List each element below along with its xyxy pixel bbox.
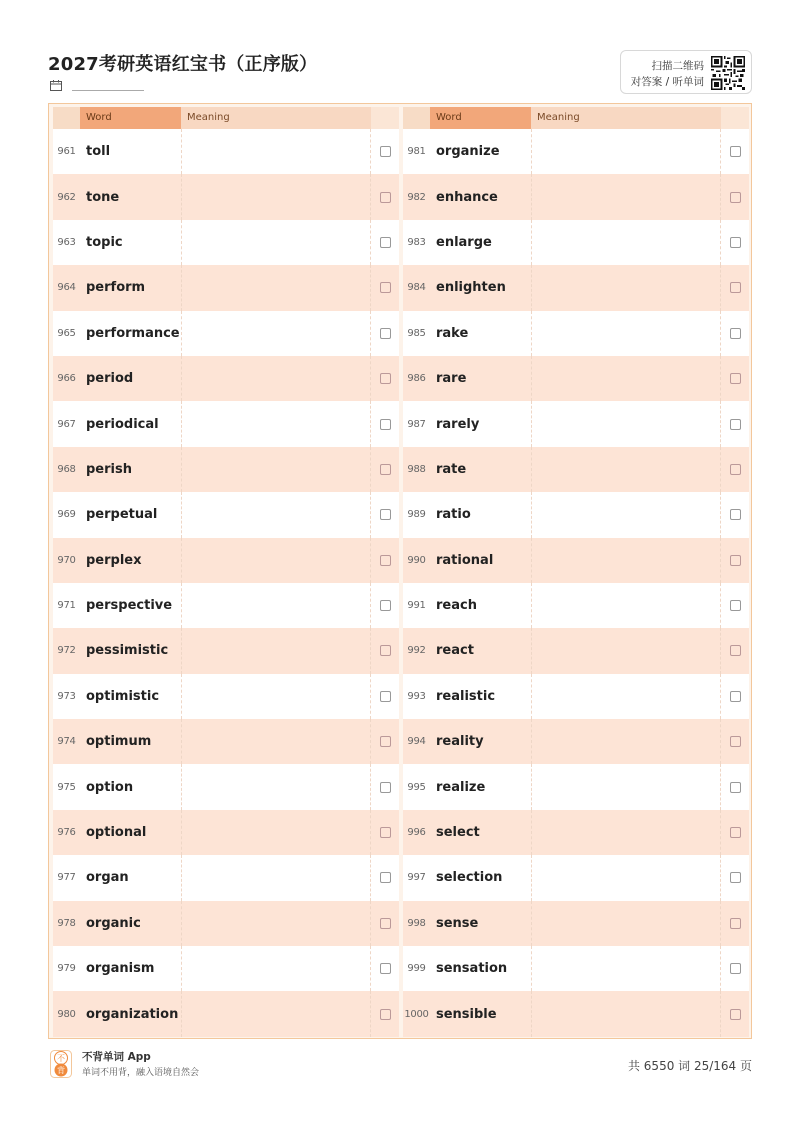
word-row: [53, 265, 399, 310]
word-number: 988: [407, 463, 426, 475]
word-checkbox[interactable]: [380, 419, 391, 430]
header-meaning: Meaning: [531, 107, 721, 129]
meaning-cell[interactable]: [181, 991, 371, 1036]
word-text: sense: [436, 915, 479, 931]
check-cell: [721, 674, 749, 719]
app-name: 不背单词 App: [82, 1051, 151, 1063]
meaning-cell[interactable]: [531, 311, 721, 356]
check-cell: [371, 583, 399, 628]
word-checkbox[interactable]: [380, 691, 391, 702]
word-row: [403, 901, 749, 946]
meaning-cell[interactable]: [181, 265, 371, 310]
page-info: 共 6550 词 25/164 页: [627, 1059, 752, 1073]
word-number: 989: [407, 509, 426, 521]
meaning-cell[interactable]: [531, 538, 721, 583]
meaning-cell[interactable]: [531, 855, 721, 900]
word-row: [53, 810, 399, 855]
check-cell: [371, 174, 399, 219]
header-word: Word: [430, 107, 531, 129]
check-cell: [721, 810, 749, 855]
check-cell: [721, 764, 749, 809]
word-row: [403, 265, 749, 310]
word-number: 975: [57, 781, 76, 793]
word-row: [403, 447, 749, 492]
word-number: 985: [407, 327, 426, 339]
word-number: 970: [57, 554, 76, 566]
word-row: [403, 946, 749, 991]
word-checkbox[interactable]: [730, 872, 741, 883]
word-text: perplex: [86, 552, 142, 568]
check-cell: [371, 492, 399, 537]
word-row: [403, 401, 749, 446]
meaning-cell[interactable]: [181, 492, 371, 537]
check-cell: [371, 311, 399, 356]
word-number: 995: [407, 781, 426, 793]
word-number: 973: [57, 690, 76, 702]
word-row: [403, 220, 749, 265]
meaning-cell[interactable]: [531, 628, 721, 673]
word-row: [403, 674, 749, 719]
check-cell: [371, 220, 399, 265]
meaning-cell[interactable]: [181, 174, 371, 219]
check-cell: [371, 401, 399, 446]
meaning-cell[interactable]: [531, 129, 721, 174]
qr-caption-line1: 扫描二维码: [651, 60, 704, 72]
word-checkbox[interactable]: [380, 736, 391, 747]
check-cell: [721, 356, 749, 401]
word-number: 982: [407, 191, 426, 203]
word-text: rare: [436, 371, 467, 387]
check-cell: [371, 356, 399, 401]
word-number: 972: [57, 645, 76, 657]
word-row: [403, 129, 749, 174]
word-checkbox[interactable]: [380, 645, 391, 656]
word-text: realistic: [436, 688, 496, 704]
meaning-cell[interactable]: [181, 538, 371, 583]
word-number: 980: [57, 1008, 76, 1020]
meaning-cell[interactable]: [531, 174, 721, 219]
check-cell: [721, 855, 749, 900]
word-checkbox[interactable]: [380, 1009, 391, 1020]
word-number: 977: [57, 872, 76, 884]
word-text: ratio: [436, 507, 471, 523]
word-checkbox[interactable]: [380, 282, 391, 293]
word-text: organ: [86, 870, 129, 886]
word-column-right: [403, 107, 749, 1037]
check-cell: [371, 628, 399, 673]
date-field: [50, 80, 144, 91]
word-checkbox[interactable]: [380, 782, 391, 793]
word-text: enhance: [436, 189, 498, 205]
meaning-cell[interactable]: [531, 674, 721, 719]
qr-caption: [631, 58, 704, 90]
meaning-cell[interactable]: [531, 492, 721, 537]
word-row: [53, 946, 399, 991]
word-checkbox[interactable]: [380, 373, 391, 384]
word-text: rake: [436, 325, 469, 341]
word-checkbox[interactable]: [380, 555, 391, 566]
meaning-cell[interactable]: [181, 583, 371, 628]
word-row: [53, 492, 399, 537]
word-number: 992: [407, 645, 426, 657]
word-text: perform: [86, 280, 146, 296]
word-checkbox[interactable]: [730, 736, 741, 747]
meaning-cell[interactable]: [531, 901, 721, 946]
check-cell: [721, 719, 749, 764]
meaning-cell[interactable]: [181, 129, 371, 174]
word-text: tone: [86, 189, 120, 205]
word-row: [403, 764, 749, 809]
word-table: [48, 103, 752, 1039]
word-number: 999: [407, 963, 426, 975]
word-text: rate: [436, 461, 467, 477]
word-row: [403, 492, 749, 537]
meaning-cell[interactable]: [181, 855, 371, 900]
app-logo-icon: [50, 1050, 72, 1078]
check-cell: [371, 265, 399, 310]
check-cell: [371, 855, 399, 900]
word-number: 991: [407, 600, 426, 612]
word-row: [403, 855, 749, 900]
word-row: [53, 719, 399, 764]
header-meaning: Meaning: [181, 107, 371, 129]
check-cell: [721, 901, 749, 946]
word-checkbox[interactable]: [730, 1009, 741, 1020]
word-checkbox[interactable]: [730, 282, 741, 293]
word-row: [403, 810, 749, 855]
check-cell: [721, 220, 749, 265]
word-checkbox[interactable]: [380, 328, 391, 339]
word-text: realize: [436, 779, 486, 795]
word-number: 966: [57, 373, 76, 385]
check-cell: [721, 129, 749, 174]
meaning-cell[interactable]: [531, 946, 721, 991]
meaning-cell[interactable]: [531, 764, 721, 809]
word-number: 983: [407, 236, 426, 248]
check-cell: [371, 946, 399, 991]
word-checkbox[interactable]: [380, 237, 391, 248]
word-text: organic: [86, 915, 141, 931]
word-row: [53, 583, 399, 628]
word-checkbox[interactable]: [730, 963, 741, 974]
word-text: reach: [436, 598, 477, 614]
word-row: [53, 674, 399, 719]
word-checkbox[interactable]: [380, 192, 391, 203]
logo-char-bottom: 背: [57, 1066, 65, 1075]
word-checkbox[interactable]: [730, 645, 741, 656]
check-cell: [721, 447, 749, 492]
qr-caption-line2: 对答案 / 听单词: [630, 76, 704, 88]
word-checkbox[interactable]: [730, 146, 741, 157]
word-text: optimum: [86, 734, 152, 750]
meaning-cell[interactable]: [531, 265, 721, 310]
word-text: optimistic: [86, 688, 160, 704]
check-cell: [371, 810, 399, 855]
word-text: organization: [86, 1006, 179, 1022]
word-text: enlarge: [436, 234, 492, 250]
meaning-cell[interactable]: [181, 946, 371, 991]
qr-panel: [620, 50, 752, 94]
calendar-icon: [50, 80, 62, 91]
word-checkbox[interactable]: [730, 555, 741, 566]
check-cell: [371, 991, 399, 1036]
meaning-cell[interactable]: [181, 447, 371, 492]
meaning-cell[interactable]: [181, 356, 371, 401]
word-number: 986: [407, 373, 426, 385]
word-row: [403, 538, 749, 583]
check-cell: [721, 946, 749, 991]
check-cell: [721, 174, 749, 219]
meaning-cell[interactable]: [181, 628, 371, 673]
header-check-cell: [371, 107, 399, 129]
word-text: sensible: [436, 1006, 497, 1022]
word-text: enlighten: [436, 280, 506, 296]
page-title: 2027考研英语红宝书（正序版）: [48, 54, 318, 75]
word-checkbox[interactable]: [730, 782, 741, 793]
check-cell: [721, 492, 749, 537]
word-text: perpetual: [86, 507, 158, 523]
word-number: 994: [407, 736, 426, 748]
word-number: 997: [407, 872, 426, 884]
logo-char-top: 不: [57, 1054, 65, 1063]
meaning-cell[interactable]: [181, 719, 371, 764]
check-cell: [371, 447, 399, 492]
word-checkbox[interactable]: [730, 918, 741, 929]
word-checkbox[interactable]: [730, 419, 741, 430]
word-checkbox[interactable]: [730, 373, 741, 384]
word-text: perspective: [86, 598, 173, 614]
word-row: [53, 855, 399, 900]
word-checkbox[interactable]: [380, 600, 391, 611]
word-row: [53, 220, 399, 265]
word-checkbox[interactable]: [380, 827, 391, 838]
word-number: 979: [57, 963, 76, 975]
word-text: sensation: [436, 961, 508, 977]
word-number: 990: [407, 554, 426, 566]
meaning-cell[interactable]: [531, 401, 721, 446]
word-number: 963: [57, 236, 76, 248]
word-checkbox[interactable]: [730, 691, 741, 702]
app-slogan: 单词不用背，融入语境自然会: [82, 1068, 200, 1078]
word-number: 984: [407, 282, 426, 294]
word-text: performance: [86, 325, 180, 341]
meaning-cell[interactable]: [531, 220, 721, 265]
check-cell: [721, 401, 749, 446]
word-row: [53, 447, 399, 492]
word-checkbox[interactable]: [730, 509, 741, 520]
meaning-cell[interactable]: [181, 401, 371, 446]
word-checkbox[interactable]: [380, 872, 391, 883]
word-checkbox[interactable]: [730, 328, 741, 339]
word-checkbox[interactable]: [380, 146, 391, 157]
check-cell: [721, 311, 749, 356]
word-checkbox[interactable]: [380, 509, 391, 520]
word-text: pessimistic: [86, 643, 169, 659]
word-column-left: [53, 107, 399, 1037]
word-text: reality: [436, 734, 484, 750]
word-row: [53, 538, 399, 583]
word-number: 969: [57, 509, 76, 521]
word-number: 993: [407, 690, 426, 702]
word-checkbox[interactable]: [730, 464, 741, 475]
word-row: [403, 311, 749, 356]
meaning-cell[interactable]: [531, 447, 721, 492]
meaning-cell[interactable]: [181, 764, 371, 809]
word-number: 981: [407, 146, 426, 158]
check-cell: [371, 129, 399, 174]
check-cell: [371, 901, 399, 946]
word-number: 974: [57, 736, 76, 748]
word-text: select: [436, 825, 480, 841]
word-row: [53, 628, 399, 673]
word-checkbox[interactable]: [730, 600, 741, 611]
word-row: [53, 401, 399, 446]
check-cell: [721, 991, 749, 1036]
word-text: organism: [86, 961, 155, 977]
word-checkbox[interactable]: [730, 192, 741, 203]
word-number: 967: [57, 418, 76, 430]
date-blank-line: [72, 81, 144, 91]
word-text: rational: [436, 552, 494, 568]
word-number: 965: [57, 327, 76, 339]
word-text: period: [86, 371, 134, 387]
word-text: selection: [436, 870, 503, 886]
word-checkbox[interactable]: [380, 963, 391, 974]
word-checkbox[interactable]: [380, 918, 391, 929]
word-row: [53, 311, 399, 356]
word-row: [403, 583, 749, 628]
word-text: organize: [436, 144, 500, 160]
meaning-cell[interactable]: [531, 719, 721, 764]
word-row: [403, 628, 749, 673]
word-text: perish: [86, 461, 132, 477]
meaning-cell[interactable]: [181, 901, 371, 946]
qr-code-icon[interactable]: [711, 56, 745, 90]
word-number: 964: [57, 282, 76, 294]
header-number-cell: [53, 107, 80, 129]
word-row: [53, 174, 399, 219]
word-row: [53, 129, 399, 174]
word-text: toll: [86, 144, 111, 160]
table-header: [403, 107, 749, 129]
meaning-cell[interactable]: [531, 356, 721, 401]
word-row: [403, 174, 749, 219]
table-header: [53, 107, 399, 129]
word-checkbox[interactable]: [730, 237, 741, 248]
word-number: 978: [57, 917, 76, 929]
word-number: 998: [407, 917, 426, 929]
meaning-cell[interactable]: [531, 583, 721, 628]
word-number: 968: [57, 463, 76, 475]
check-cell: [371, 719, 399, 764]
check-cell: [721, 583, 749, 628]
check-cell: [721, 538, 749, 583]
meaning-cell[interactable]: [531, 991, 721, 1036]
word-row: [53, 901, 399, 946]
meaning-cell[interactable]: [181, 810, 371, 855]
word-row: [53, 356, 399, 401]
word-text: optional: [86, 825, 147, 841]
check-cell: [371, 764, 399, 809]
word-text: topic: [86, 234, 123, 250]
meaning-cell[interactable]: [181, 311, 371, 356]
word-number: 961: [57, 146, 76, 158]
word-checkbox[interactable]: [380, 464, 391, 475]
word-row: [403, 356, 749, 401]
check-cell: [371, 674, 399, 719]
word-checkbox[interactable]: [730, 827, 741, 838]
word-number: 996: [407, 827, 426, 839]
word-number: 971: [57, 600, 76, 612]
check-cell: [721, 628, 749, 673]
word-number: 976: [57, 827, 76, 839]
word-text: rarely: [436, 416, 480, 432]
word-text: option: [86, 779, 134, 795]
word-row: [53, 991, 399, 1036]
check-cell: [721, 265, 749, 310]
check-cell: [371, 538, 399, 583]
word-row: [403, 719, 749, 764]
word-number: 962: [57, 191, 76, 203]
word-row: [53, 764, 399, 809]
word-row: [403, 991, 749, 1036]
meaning-cell[interactable]: [181, 220, 371, 265]
word-text: periodical: [86, 416, 159, 432]
meaning-cell[interactable]: [531, 810, 721, 855]
word-number: 1000: [404, 1008, 429, 1020]
word-text: react: [436, 643, 474, 659]
header-number-cell: [403, 107, 430, 129]
word-number: 987: [407, 418, 426, 430]
header-word: Word: [80, 107, 181, 129]
header-check-cell: [721, 107, 749, 129]
meaning-cell[interactable]: [181, 674, 371, 719]
